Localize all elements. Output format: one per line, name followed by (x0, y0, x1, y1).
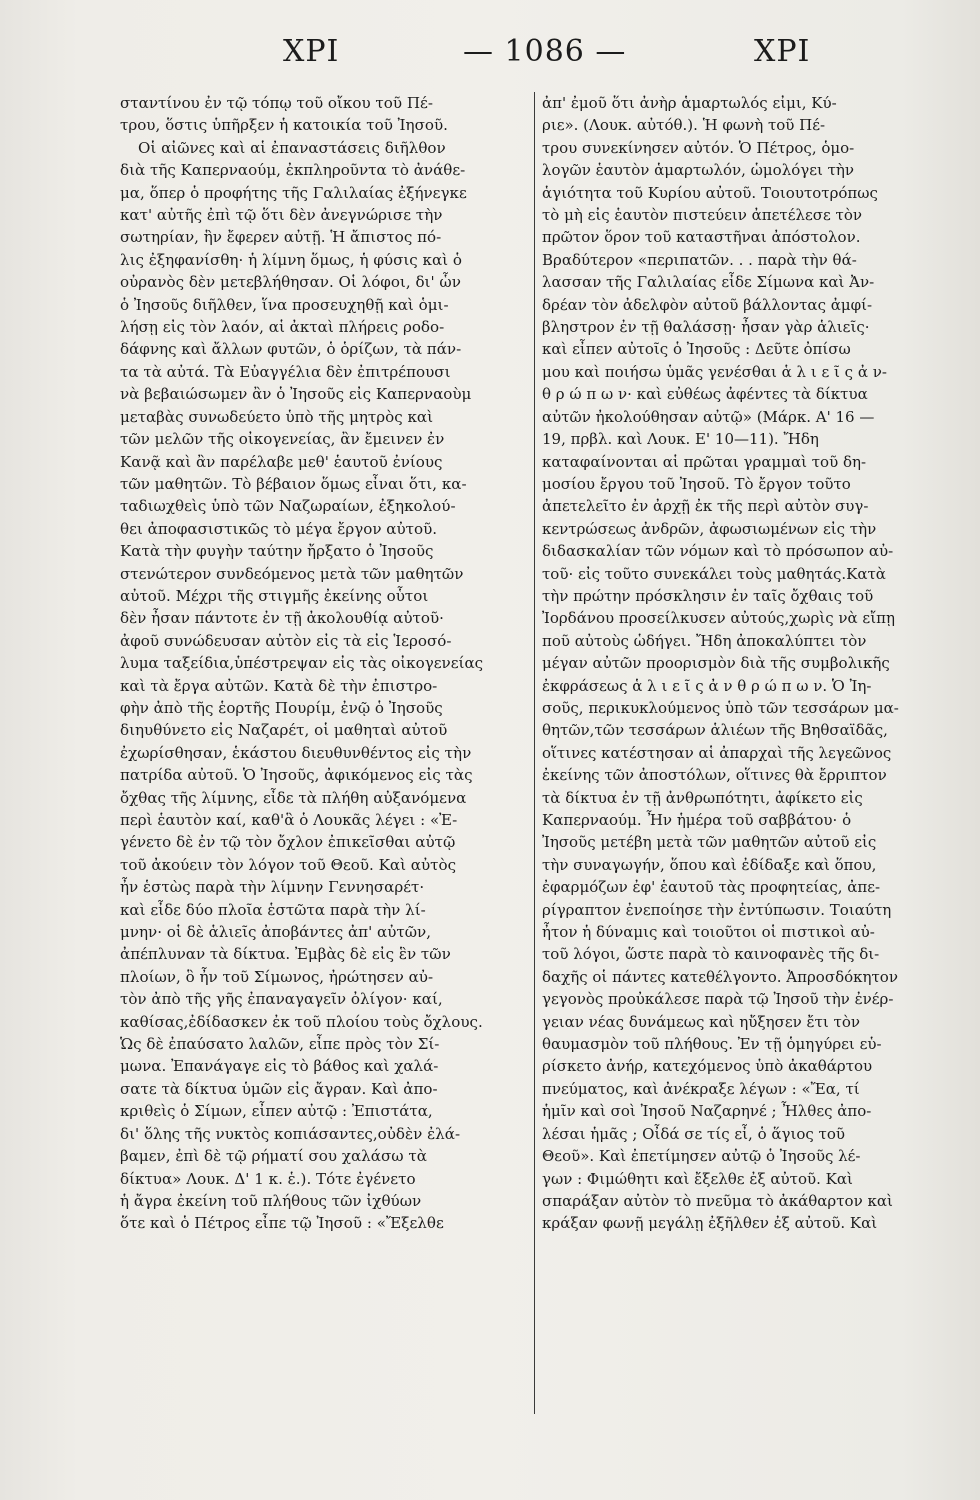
text-line: ἀπ' ἐμοῦ ὅτι ἀνὴρ ἁμαρτωλός εἰμι, Κύ- (542, 94, 837, 112)
text-line: σατε τὰ δίκτυα ὑμῶν εἰς ἄγραν. Καὶ ἀπο- (120, 1079, 438, 1098)
text-line: τρου, ὅστις ὑπῆρξεν ἡ κατοικία τοῦ Ἰησοῦ. (120, 116, 448, 135)
text-line: αὐτοῦ. Μέχρι τῆς στιγμῆς ἐκείνης οὗτοι (120, 586, 429, 605)
text-line: ποῦ αὐτοὺς ὡδήγει. Ἤδη ἀποκαλύπτει τὸν (542, 631, 867, 650)
text-line: θητῶν,τῶν τεσσάρων ἁλιέων τῆς Βηθσαϊδᾶς, (542, 721, 888, 740)
text-line: δάφνης καὶ ἄλλων φυτῶν, ὁ ὁρίζων, τὰ πάν- (120, 340, 462, 359)
page-header (0, 26, 980, 76)
text-line: κριθεὶς ὁ Σίμων, εἶπεν αὐτῷ : Ἐπιστάτα, (120, 1102, 433, 1121)
text-line: Οἱ αἰῶνες καὶ αἱ ἐπαναστάσεις διῆλθον (138, 138, 446, 157)
page-number: — 1086 — (463, 34, 627, 69)
text-line: αὐτῶν ἠκολούθησαν αὐτῷ» (Μάρκ. Α' 16 — (542, 407, 875, 426)
text-line: μωνα. Ἐπανάγαγε εἰς τὸ βάθος καὶ χαλά- (120, 1057, 439, 1076)
text-line: βαμεν, ἐπὶ δὲ τῷ ρήματί σου χαλάσω τὰ (120, 1147, 427, 1166)
text-line: 19, πρβλ. καὶ Λουκ. Ε' 10—11). Ἤδη (542, 430, 819, 449)
text-line: καθίσας,ἐδίδασκεν ἐκ τοῦ πλοίου τοὺς ὄχλους. (120, 1012, 483, 1031)
text-line: δρέαν τὸν ἀδελφὸν αὐτοῦ βάλλοντας ἀμφί- (542, 295, 873, 314)
text-line: ρίγραπτον ἐνεποίησε τὴν ἐντύπωσιν. Τοιαύτη (542, 900, 892, 919)
text-line: γεγονὸς προὐκάλεσε παρὰ τῷ Ἰησοῦ τὴν ἐνέρ- (542, 990, 894, 1009)
column-divider (534, 92, 535, 1414)
left-column (120, 92, 525, 1235)
text-line: μα, ὅπερ ὁ προφήτης τῆς Γαλιλαίας ἐξήνεγκε (120, 183, 467, 202)
text-line: Θεοῦ». Καὶ ἐπετίμησεν αὐτῷ ὁ Ἰησοῦς λέ- (542, 1147, 861, 1166)
text-line: ὁ Ἰησοῦς διῆλθεν, ἵνα προσευχηθῇ καὶ ὁμι- (120, 295, 449, 314)
text-line: περὶ ἑαυτὸν καί, καθ'ἃ ὁ Λουκᾶς λέγει : «Ἐ- (120, 811, 458, 829)
text-line: στενώτερον συνδεόμενος μετὰ τῶν μαθητῶν (120, 564, 464, 583)
text-line: καὶ εἶπεν αὐτοῖς ὁ Ἰησοῦς : Δεῦτε ὀπίσω (542, 340, 851, 359)
text-line: λις ἐξηφανίσθη· ἡ λίμνη ὅμως, ἡ φύσις καὶ ὁ (120, 250, 462, 269)
text-line: Ὡς δὲ ἐπαύσατο λαλῶν, εἶπε πρὸς τὸν Σί- (120, 1035, 440, 1054)
text-line: ἐκφράσεως ἁ λ ι ε ῖ ς ἀ ν θ ρ ώ π ω ν. Ὁ Ἰη- (542, 676, 872, 695)
text-line: οὐρανὸς δὲν μετεβλήθησαν. Οἱ λόφοι, δι' ὧν (120, 273, 461, 292)
text-line: ἐκείνης τῶν ἀποστόλων, οἵτινες θὰ ἔρριπτον (542, 766, 887, 785)
text-line: φὴν ἀπὸ τῆς ἑορτῆς Πουρίμ, ἐνῷ ὁ Ἰησοῦς (120, 698, 443, 717)
text-line: διὰ τῆς Καπερναούμ, ἐκπληροῦντα τὸ ἀνάθε- (120, 161, 466, 180)
text-line: ρίσκετο ἀνήρ, κατεχόμενος ὑπὸ ἀκαθάρτου (542, 1057, 873, 1076)
text-line: ἀπέπλυναν τὰ δίκτυα. Ἐμβὰς δὲ εἰς ἓν τῶν (120, 945, 451, 964)
text-line: μοσίου ἔργου τοῦ Ἰησοῦ. Τὸ ἔργον τοῦτο (542, 474, 851, 493)
text-line: τὴν συναγωγήν, ὅπου καὶ ἐδίδαξε καὶ ὅπου, (542, 855, 877, 874)
text-line: λυμα ταξείδια,ὑπέστρεψαν εἰς τὰς οἰκογενείας (120, 654, 484, 673)
text-line: λέσαι ἡμᾶς ; Οἶδά σε τίς εἶ, ὁ ἅγιος τοῦ (542, 1124, 845, 1143)
text-line: λασσαν τῆς Γαλιλαίας εἶδε Σίμωνα καὶ Ἀν- (542, 273, 875, 292)
text-line: κεντρώσεως ἀνδρῶν, ἀφωσιωμένων εἰς τὴν (542, 519, 877, 538)
text-line: διηυθύνετο εἰς Ναζαρέτ, οἱ μαθηταὶ αὐτοῦ (120, 721, 448, 740)
text-line: τὴν πρώτην πρόσκλησιν ἐν ταῖς ὄχθαις τοῦ (542, 586, 874, 605)
text-line: Κατὰ τὴν φυγὴν ταύτην ἤρξατο ὁ Ἰησοῦς (120, 542, 434, 561)
text-line: ἡ ἄγρα ἐκείνη τοῦ πλήθους τῶν ἰχθύων (120, 1191, 422, 1210)
text-line: τὸ μὴ εἰς ἑαυτὸν πιστεύειν ἀπετέλεσε τὸν (542, 206, 862, 225)
text-line: μέγαν αὐτῶν προορισμὸν διὰ τῆς συμβολικῆς (542, 654, 890, 673)
text-line: κράξαν φωνῇ μεγάλῃ ἐξῆλθεν ἐξ αὐτοῦ. Καὶ (542, 1214, 878, 1233)
text-line: διδασκαλίαν τῶν νόμων καὶ τὸ πρόσωπον αὐ- (542, 542, 894, 561)
text-line: καὶ τὰ ἔργα αὐτῶν. Κατὰ δὲ τὴν ἐπιστρο- (120, 676, 438, 695)
text-line: ἀπετελεῖτο ἐν ἀρχῇ ἐκ τῆς περὶ αὐτὸν συγ- (542, 497, 869, 516)
text-line: γένετο δὲ ἐν τῷ τὸν ὄχλον ἐπικεῖσθαι αὐτῷ (120, 833, 456, 852)
text-line: ὄχθας τῆς λίμνης, εἶδε τὰ πλήθη αὐξανόμενα (120, 788, 467, 807)
text-line: βληστρον ἐν τῇ θαλάσσῃ· ἦσαν γὰρ ἁλιεῖς· (542, 318, 870, 337)
text-line: θαυμασμὸν τοῦ πλήθους. Ἐν τῇ ὁμηγύρει εὑ- (542, 1035, 882, 1054)
text-line: λήσῃ εἰς τὸν λαόν, αἱ ἀκταὶ πλήρεις ροδο- (120, 318, 445, 337)
text-line: ἐφαρμόζων ἐφ' ἑαυτοῦ τὰς προφητείας, ἀπε- (542, 878, 881, 897)
text-line: τὰ δίκτυα ἐν τῇ ἀνθρωπότητι, ἀφίκετο εἰς (542, 788, 863, 807)
text-line: μνην· οἱ δὲ ἁλιεῖς ἀποβάντες ἀπ' αὐτῶν, (120, 923, 432, 942)
text-line: ὅτε καὶ ὁ Πέτρος εἶπε τῷ Ἰησοῦ : «Ἔξελθε (120, 1214, 444, 1233)
text-line: Καπερναούμ. Ἦν ἡμέρα τοῦ σαββάτου· ὁ (542, 811, 852, 829)
text-line: ταδιωχθεὶς ὑπὸ τῶν Ναζωραίων, ἐξηκολού- (120, 497, 456, 516)
text-line: ἀφοῦ συνώδευσαν αὐτὸν εἰς τὰ εἰς Ἱεροσό- (120, 631, 452, 650)
text-line: τῶν μαθητῶν. Τὸ βέβαιον ὅμως εἶναι ὅτι, κα- (120, 474, 467, 493)
text-line: γειαν νέας δυνάμεως καὶ ηὔξησεν ἔτι τὸν (542, 1012, 860, 1031)
text-line: μου καὶ ποιήσω ὑμᾶς γενέσθαι ἁ λ ι ε ῖ ς ἀ ν- (542, 362, 887, 381)
text-line: ἦν ἑστὼς παρὰ τὴν λίμνην Γεννησαρέτ· (120, 878, 425, 897)
text-line: δι' ὅλης τῆς νυκτὸς κοπιάσαντες,οὐδὲν ἐλά- (120, 1124, 461, 1143)
text-line: μεταβὰς συνωδεύετο ὑπὸ τῆς μητρὸς καὶ (120, 407, 434, 426)
text-line: σωτηρίαν, ἣν ἔφερεν αὐτῇ. Ἡ ἄπιστος πό- (120, 228, 442, 247)
header-left-entry: ΧΡΙ (283, 34, 340, 69)
text-line: ἦτον ἡ δύναμις καὶ τοιοῦτοι οἱ πιστικοὶ αὐ- (542, 923, 875, 942)
text-line: πλοίων, ὃ ἦν τοῦ Σίμωνος, ἠρώτησεν αὐ- (120, 967, 434, 986)
text-line: θει ἀποφασιστικῶς τὸ μέγα ἔργον αὐτοῦ. (120, 519, 438, 538)
text-line: ἐχωρίσθησαν, ἑκάστου διευθυνθέντος εἰς τὴν (120, 743, 472, 762)
text-line: καὶ εἶδε δύο πλοῖα ἑστῶτα παρὰ τὴν λί- (120, 900, 426, 919)
text-line: κατ' αὐτῆς ἐπὶ τῷ ὅτι δὲν ἀνεγνώρισε τὴν (120, 206, 443, 225)
text-line: τοῦ· εἰς τοῦτο συνεκάλει τοὺς μαθητάς.Κατὰ (542, 564, 886, 583)
text-line: νὰ βεβαιώσωμεν ἂν ὁ Ἰησοῦς εἰς Καπερναοὺμ (120, 385, 472, 404)
text-line: λογῶν ἑαυτὸν ἁμαρτωλόν, ὡμολόγει τὴν (542, 161, 855, 180)
text-line: σοῦς, περικυκλούμενος ὑπὸ τῶν τεσσάρων μα- (542, 698, 899, 717)
text-line: οἵτινες κατέστησαν αἱ ἀπαρχαὶ τῆς λεγεῶνος (542, 743, 892, 762)
text-line: πνεύματος, καὶ ἀνέκραξε λέγων : «Ἔα, τί (542, 1079, 860, 1098)
text-line: δὲν ἦσαν πάντοτε ἐν τῇ ἀκολουθίᾳ αὐτοῦ· (120, 609, 444, 628)
text-line: Ἰησοῦς μετέβη μετὰ τῶν μαθητῶν αὐτοῦ εἰς (542, 833, 877, 852)
header-right-entry: ΧΡΙ (754, 34, 811, 69)
text-line: τῶν μελῶν τῆς οἰκογενείας, ἂν ἔμεινεν ἐν (120, 430, 445, 449)
text-line: γων : Φιμώθητι καὶ ἔξελθε ἐξ αὐτοῦ. Καὶ (542, 1169, 853, 1188)
text-line: σπαράξαν αὐτὸν τὸ πνεῦμα τὸ ἀκάθαρτον καὶ (542, 1191, 893, 1210)
text-line: τα τὰ αὐτά. Τὰ Εὐαγγέλια δὲν ἐπιτρέπουσι (120, 362, 451, 381)
text-line: ἡμῖν καὶ σοὶ Ἰησοῦ Ναζαρηνέ ; Ἦλθες ἀπο- (542, 1102, 872, 1121)
text-line: τοῦ λόγοι, ὥστε παρὰ τὸ καινοφανὲς τῆς δι- (542, 945, 880, 964)
text-line: ἁγιότητα τοῦ Κυρίου αὐτοῦ. Τοιουτοτρόπως (542, 183, 878, 202)
right-column (542, 92, 942, 1235)
text-line: δίκτυα» Λουκ. Δ' 1 κ. ἑ.). Τότε ἐγένετο (120, 1169, 416, 1188)
text-line: τρου συνεκίνησεν αὐτόν. Ὁ Πέτρος, ὁμο- (542, 138, 855, 157)
text-line: δαχῆς οἱ πάντες κατεθέλγοντο. Ἀπροσδόκητον (542, 967, 898, 986)
text-line: πατρίδα αὐτοῦ. Ὁ Ἰησοῦς, ἀφικόμενος εἰς τὰς (120, 766, 473, 785)
text-line: θ ρ ώ π ω ν· καὶ εὐθέως ἀφέντες τὰ δίκτυα (542, 385, 868, 404)
text-line: καταφαίνονται αἱ πρῶται γραμμαὶ τοῦ δη- (542, 452, 867, 471)
text-line: πρῶτον ὅρον τοῦ καταστῆναι ἀπόστολον. (542, 228, 861, 247)
text-line: τὸν ἀπὸ τῆς γῆς ἐπαναγαγεῖν ὀλίγον· καί, (120, 990, 443, 1009)
text-line: Ἰορδάνου προσείλκυσεν αὐτούς,χωρὶς νὰ εἴπῃ (542, 609, 895, 628)
text-line: ριε». (Λουκ. αὐτόθ.). Ἡ φωνὴ τοῦ Πέ- (542, 116, 826, 135)
text-line: Κανᾷ καὶ ἂν παρέλαβε μεθ' ἑαυτοῦ ἐνίους (120, 452, 443, 471)
text-line: Βραδύτερον «περιπατῶν. . . παρὰ τὴν θά- (542, 250, 857, 269)
text-line: σταντίνου ἐν τῷ τόπῳ τοῦ οἴκου τοῦ Πέ- (120, 94, 433, 112)
text-line: τοῦ ἀκούειν τὸν λόγον τοῦ Θεοῦ. Καὶ αὐτὸς (120, 855, 457, 874)
